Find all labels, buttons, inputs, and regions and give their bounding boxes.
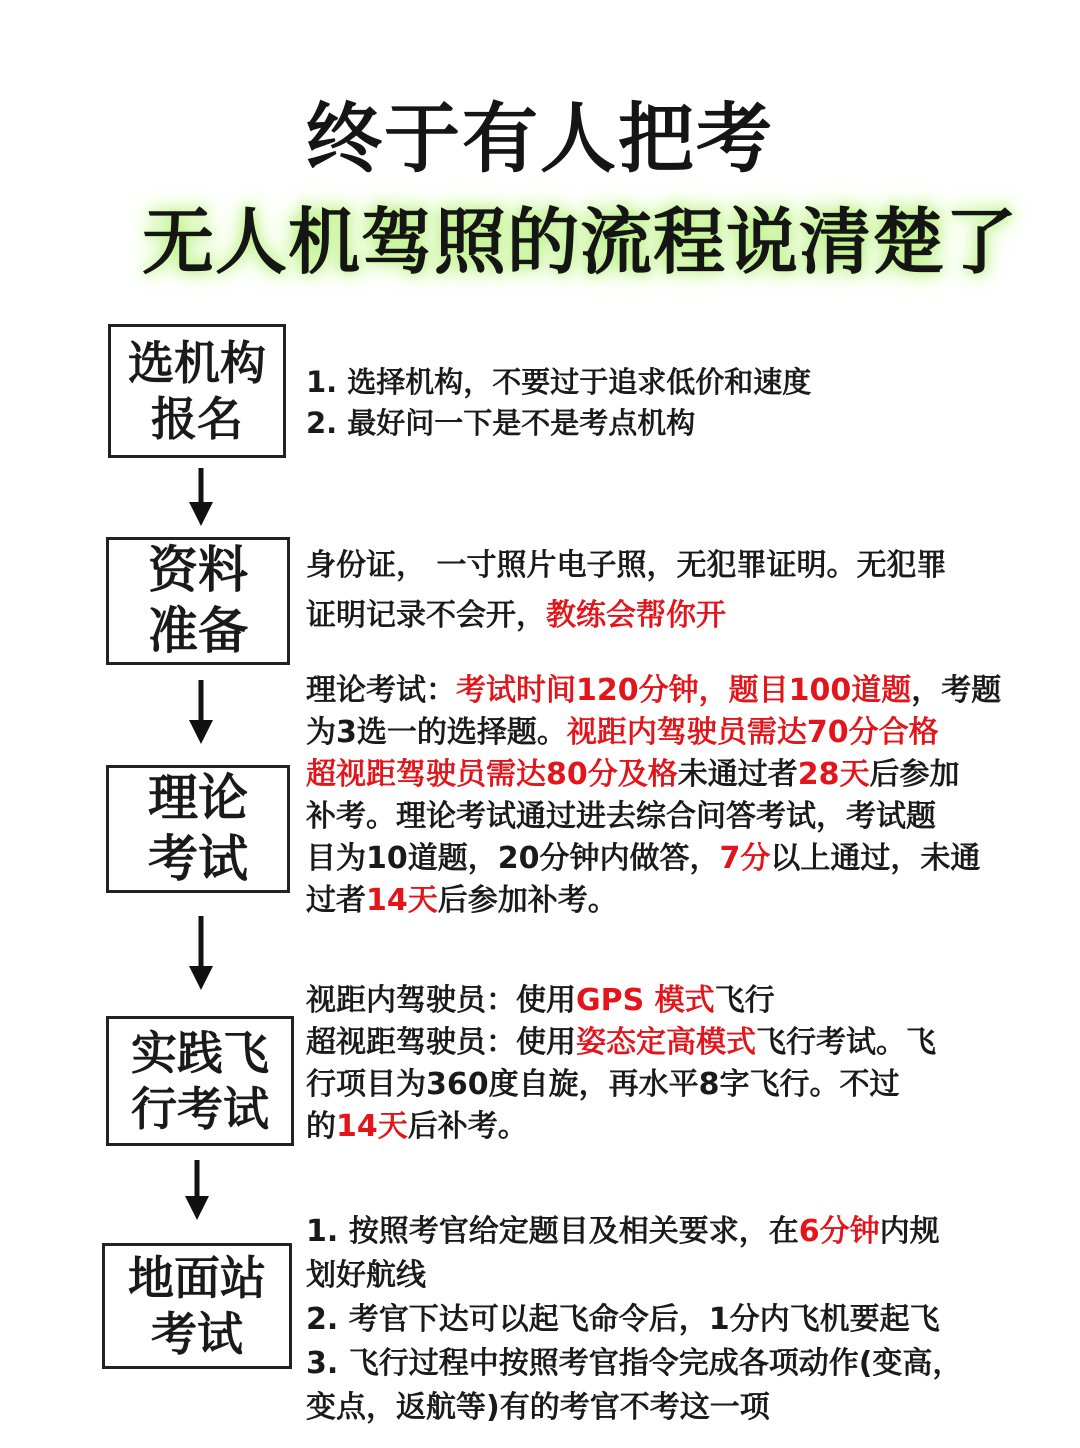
- desc-line: [306, 1298, 962, 1342]
- desc-text: 后参加: [869, 757, 960, 792]
- step-desc-signup: [306, 362, 811, 444]
- highlight-text: 14天: [366, 883, 438, 918]
- desc-line: [306, 1210, 962, 1254]
- desc-line: [306, 1254, 962, 1298]
- desc-text: 行项目为360度自旋，再水平8字飞行。不过: [306, 1067, 900, 1102]
- highlight-text: 姿态定高模式: [576, 1025, 756, 1060]
- desc-text: 目为10道题，20分钟内做答，: [306, 841, 720, 876]
- step-box-flight-exam: [106, 1016, 294, 1146]
- desc-text: 补考。理论考试通过进去综合问答考试，考试题: [306, 799, 936, 834]
- down-arrow-icon: [182, 1160, 212, 1222]
- step-desc-flight-exam: [306, 980, 936, 1148]
- desc-text: 的: [306, 1109, 336, 1144]
- step-label: 考试: [151, 1307, 243, 1361]
- step-label: 行考试: [131, 1082, 269, 1136]
- desc-text: 以上通过，未通: [770, 841, 981, 876]
- step-box-ground-station-exam: [102, 1243, 292, 1369]
- desc-text: 内规: [879, 1214, 940, 1249]
- step-label: 考试: [148, 830, 248, 888]
- desc-line: [306, 362, 811, 403]
- desc-line: [306, 403, 811, 444]
- desc-text: 证明记录不会开，: [306, 598, 546, 633]
- down-arrow-icon: [186, 468, 216, 528]
- desc-line: [306, 838, 1001, 880]
- step-label: 报名: [151, 392, 243, 446]
- desc-text: 后补考。: [407, 1109, 528, 1144]
- highlight-text: 7分: [719, 841, 771, 876]
- desc-text: 3. 飞行过程中按照考官指令完成各项动作(变高，: [306, 1346, 963, 1381]
- desc-line: [306, 796, 1001, 838]
- desc-text: 为3选一的选择题。: [306, 715, 567, 750]
- title-line-1: 终于有人把考: [306, 94, 774, 183]
- desc-text: 理论考试：: [306, 673, 456, 708]
- highlight-text: 超视距驾驶员需达80分及格: [306, 757, 678, 792]
- desc-line: [306, 1064, 936, 1106]
- desc-line: [306, 980, 936, 1022]
- desc-text: 2. 考官下达可以起飞命令后，1分内飞机要起飞: [306, 1302, 940, 1337]
- down-arrow-icon: [186, 680, 216, 746]
- desc-text: 视距内驾驶员：使用: [306, 983, 576, 1018]
- step-label: 选机构: [128, 335, 266, 390]
- highlight-text: 教练会帮你开: [546, 598, 726, 633]
- step-label: 准备: [148, 602, 248, 660]
- highlight-text: 28天: [797, 757, 870, 792]
- desc-text: 飞行: [714, 983, 775, 1018]
- highlight-text: 6分钟: [798, 1214, 880, 1249]
- step-label: 理论: [148, 769, 248, 827]
- step-desc-ground-station-exam: [306, 1210, 962, 1430]
- desc-text: 变点，返航等)有的考官不考这一项: [306, 1390, 770, 1425]
- down-arrow-icon: [186, 916, 216, 992]
- desc-line: [306, 1386, 962, 1430]
- desc-text: 1. 按照考官给定题目及相关要求，在: [306, 1214, 799, 1249]
- highlight-text: 14天: [336, 1109, 408, 1144]
- desc-text: ，考题: [911, 673, 1002, 708]
- desc-text: 超视距驾驶员：使用: [306, 1025, 576, 1060]
- desc-text: 未通过者: [677, 757, 798, 792]
- desc-line: [306, 1022, 936, 1064]
- step-desc-documents: [306, 541, 946, 641]
- step-label: 资料: [148, 541, 248, 599]
- highlight-text: GPS 模式: [576, 983, 715, 1018]
- desc-text: 后参加补考。: [437, 883, 618, 918]
- desc-line: [306, 712, 1001, 754]
- desc-line: [306, 541, 946, 591]
- step-desc-theory-exam: [306, 670, 1001, 922]
- desc-text: 飞行考试。飞: [756, 1025, 936, 1060]
- desc-line: [306, 880, 1001, 922]
- desc-text: 过者: [306, 883, 366, 918]
- step-box-signup: [108, 324, 286, 458]
- step-label: 实践飞: [131, 1025, 269, 1080]
- desc-text: 1. 选择机构，不要过于追求低价和速度: [306, 365, 812, 399]
- desc-text: 划好航线: [306, 1258, 426, 1293]
- desc-line: [306, 1342, 962, 1386]
- desc-text: 2. 最好问一下是不是考点机构: [306, 406, 696, 440]
- step-box-theory-exam: [106, 765, 290, 893]
- highlight-text: 考试时间120分钟，题目100道题: [456, 673, 912, 708]
- desc-line: [306, 754, 1001, 796]
- desc-line: [306, 1106, 936, 1148]
- step-label: 地面站: [128, 1250, 266, 1305]
- title-line-2: 无人机驾照的流程说清楚了: [141, 200, 1018, 284]
- highlight-text: 视距内驾驶员需达70分合格: [566, 715, 939, 750]
- step-box-documents: [106, 537, 290, 665]
- desc-line: [306, 591, 946, 641]
- desc-line: [306, 670, 1001, 712]
- desc-text: 身份证， 一寸照片电子照，无犯罪证明。无犯罪: [306, 548, 947, 583]
